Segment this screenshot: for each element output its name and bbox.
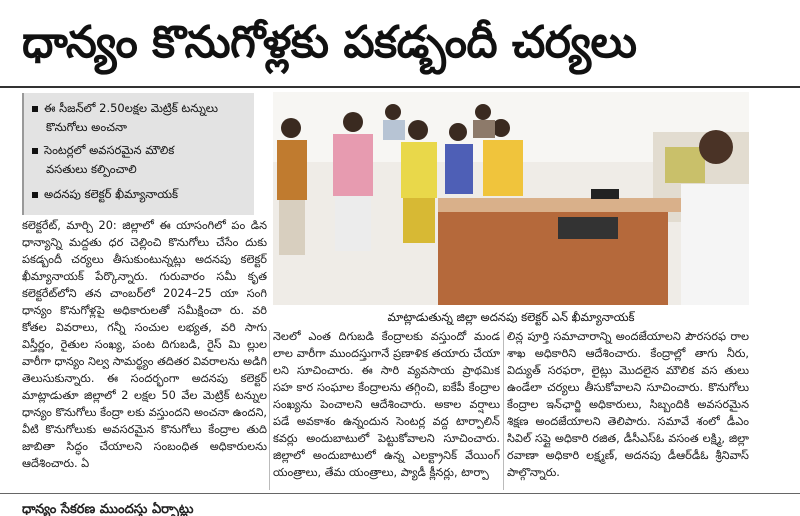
- headline-rule: [0, 86, 800, 88]
- highlights-box: [22, 93, 254, 215]
- article-column-1: కలెక్టరేట్, మార్చి 20: జిల్లాలో ఈ యాసంగిలో పం డిన ధాన్యాన్ని మద్దతు ధర చెల్లించి కొనుగోలు చేసేం దుకు పకడ్బందీ చర్యలు తీసుకుంటున్నట్లు అదనపు కలెక్టర్ ఖీమ్యానాయక్ పేర్కొన్నారు. గురువారం సమీ కృత కలెక్టరేట్‌లోని తన చాంబర్‌లో 2024–25 యా సంగి ధాన్యం కొనుగోళ్లపై అధికారులతో సమీక్షించా రు. వరి కోతల వివరాలు, గన్నీ సంచుల లభ్యత, వరి సాగు విస్తీర్ణం, రైతుల సంఖ్య, పంట దిగుబడి, రైస్ మి ల్లుల వారీగా ధాన్యం నిల్వ సామర్థ్యం తదితర వివరాలను అడిగి తెలుసుకున్నారు. ఈ సందర్భంగా అదనపు కలెక్టర్ మాట్లాడుతూ జిల్లాలో 2 లక్షల 50 వేల మెట్రిక్ టన్నుల ధాన్యం కొనుగోలు కేంద్రా లకు వస్తుందని అంచనా ఉందని, వీటి కొనుగోలుకు అవసరమైన కొనుగోలు కేంద్రాల తుది జాబితా సిద్ధం చేయాలని సంబంధిత అధికారులను ఆదేశించారు. ఏ: [22, 219, 267, 470]
- next-article-headline-cropped: ధాన్యం సేకరణ ముందస్తు ఏర్పాట్లు: [22, 502, 194, 516]
- article-column-3: లిన్ల పూర్తి సమాచారాన్ని అందజేయాలని పౌరసరఫ రాల శాఖ అధికారిని ఆదేశించారు. కేంద్రాల్లో తాగు నీరు, విద్యుత్ సరఫరా, లైట్లు మొదలైన మౌలిక వస తులు ఉండేలా చర్యలు తీసుకోవాలని సూచించారు. కొనుగోలు కేంద్రాల ఇన్‌ఛార్జి అధికారులు, సిబ్బందికి అవసరమైన శిక్షణ అందజేయాలని తెలిపారు. సమావే శంలో డీఎం సివిల్ సప్లై అధికారి రజిత, డీసీఎస్‌ఓ వసంత లక్ష్మి, జిల్లా రవాణా అధికారి లక్ష్మణ్, అదనపు డీఆర్‌డీఓ శ్రీనివాస్ పాల్గొన్నారు.: [507, 330, 749, 479]
- article-column-2: నెలలో ఎంత దిగుబడి కేంద్రాలకు వస్తుందో మండ లాల వారీగా ముందస్తుగానే ప్రణాళిక తయారు చేయా లని సూచించారు. ఈ సారి వ్యవసాయ ప్రాథమిక సహ కార సంఘాల కేంద్రాలను తగ్గించి, ఐకేపీ కేంద్రాల సంఖ్యను పెంచాలని ఆదేశించారు. అకాల వర్షాలు పడే అవకాశం ఉన్నందున సెంటర్ల వద్ద టార్పాలిన్ కవర్లు అందుబాటులో పెట్టుకోవాలని సూచించారు. జిల్లాలో అందుబాటులో ఉన్న ఎలక్ట్రానిక్ వేయింగ్ యంత్రాలు, తేమ యంత్రాలు, ప్యాడీ క్లీనర్లు, టార్పా: [273, 330, 500, 479]
- headline: ధాన్యం కొనుగోళ్లకు పకడ్బందీ చర్యలు: [22, 17, 637, 68]
- bullet-square-icon: [32, 148, 38, 154]
- bullet-square-icon: [32, 192, 38, 198]
- bullet-square-icon: [32, 106, 38, 112]
- highlight-item-1: ఈ సీజన్‌లో 2.50లక్షల మెట్రిక్ టన్నులు: [32, 99, 218, 118]
- column-divider: [503, 330, 504, 490]
- highlight-item-1-cont: కొనుగోలు అంచనా: [46, 120, 127, 134]
- highlight-item-2: సెంటర్లలో అవసరమైన మౌలిక: [32, 141, 174, 160]
- photo-caption: మాట్లాడుతున్న జిల్లా అదనపు కలెక్టర్ ఎన్ ఖీమ్యానాయక్: [387, 310, 635, 324]
- highlight-item-2-cont: వసతులు కల్పించాలి: [46, 162, 137, 176]
- news-photo: [273, 92, 749, 305]
- highlight-item-3: అదనపు కలెక్టర్ ఖీమ్యానాయక్: [32, 185, 178, 204]
- column-divider: [269, 330, 270, 490]
- article-bottom-rule: [0, 493, 800, 494]
- meeting-photo-illustration: [273, 92, 749, 305]
